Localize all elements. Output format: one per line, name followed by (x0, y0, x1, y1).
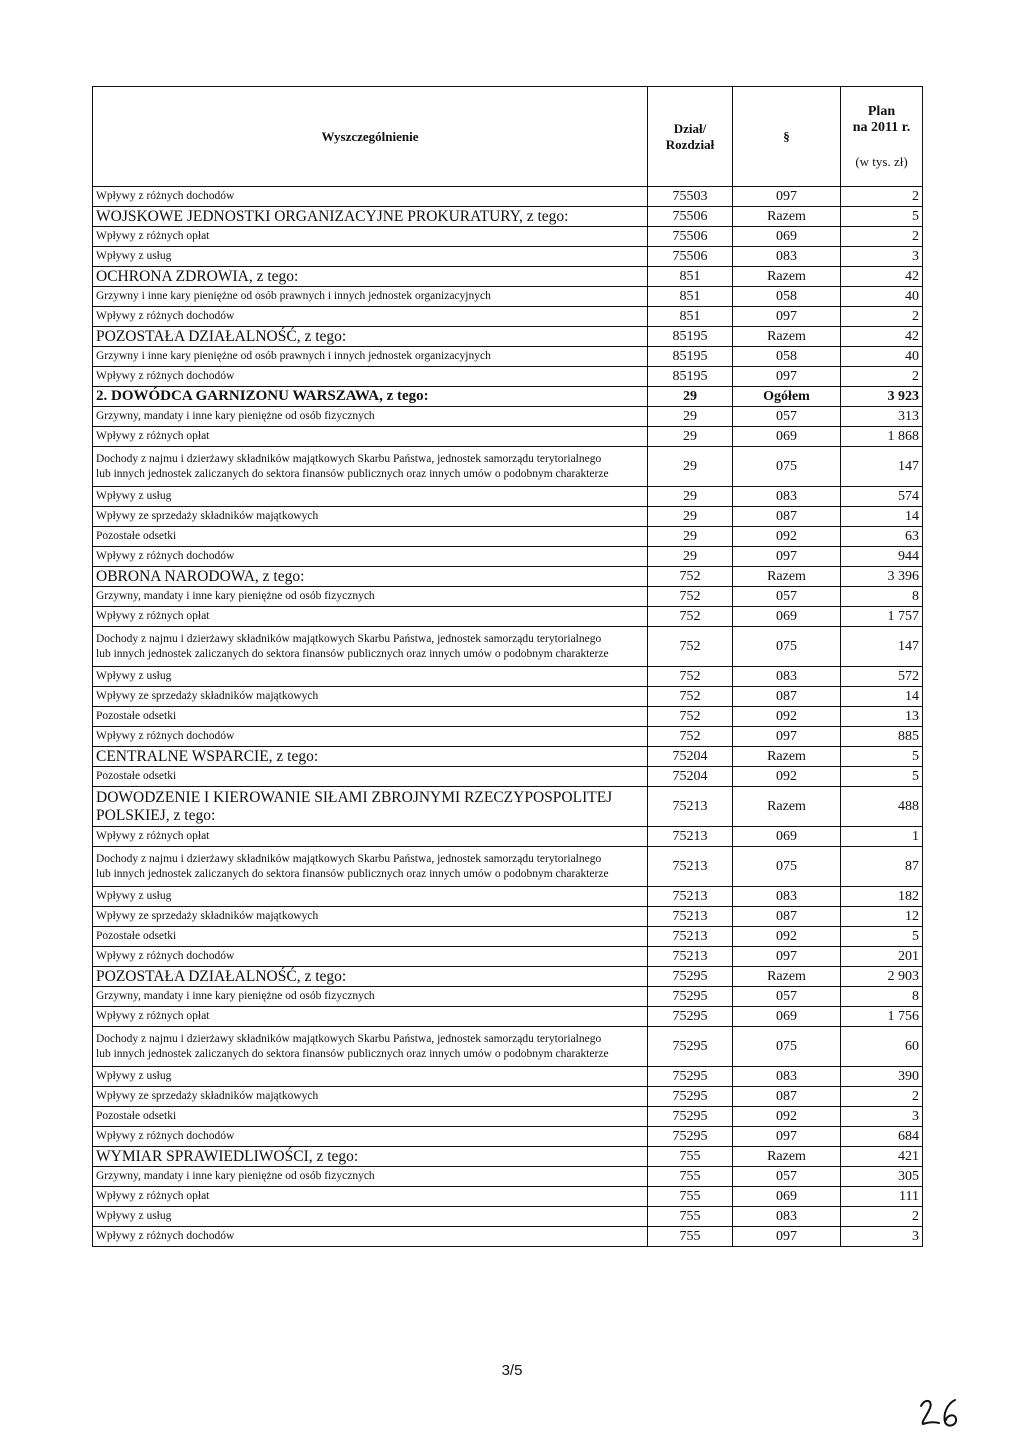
row-plan-value: 63 (841, 527, 923, 547)
table-row (93, 567, 923, 587)
row-description: Wpływy z różnych opłat (93, 1007, 648, 1027)
row-plan-value: 305 (841, 1167, 923, 1187)
table-row (93, 207, 923, 227)
table-row (93, 1007, 923, 1027)
row-division: 29 (648, 407, 733, 427)
table-row (93, 427, 923, 447)
row-paragraph: 069 (733, 827, 841, 847)
row-plan-value: 944 (841, 547, 923, 567)
row-plan-value: 5 (841, 927, 923, 947)
row-plan-value: 1 757 (841, 607, 923, 627)
row-paragraph: 092 (733, 1107, 841, 1127)
row-plan-value: 147 (841, 447, 923, 487)
row-division: 75295 (648, 1127, 733, 1147)
table-row (93, 1227, 923, 1247)
row-description: Dochody z najmu i dzierżawy składników majątkowych Skarbu Państwa, jednostek samorządu terytorialnego lub innych jednostek zaliczanych do sektora finansów publicznych oraz innych umów o podobnym charakterze (93, 1027, 648, 1067)
row-paragraph: Razem (733, 327, 841, 347)
table-row (93, 1147, 923, 1167)
row-description: CENTRALNE WSPARCIE, z tego: (93, 747, 648, 767)
row-plan-value: 2 903 (841, 967, 923, 987)
row-division: 29 (648, 507, 733, 527)
header-plan-unit: (w tys. zł) (855, 153, 908, 169)
row-plan-value: 111 (841, 1187, 923, 1207)
row-division: 755 (648, 1147, 733, 1167)
row-paragraph: 092 (733, 707, 841, 727)
row-paragraph: 083 (733, 887, 841, 907)
row-paragraph: 083 (733, 247, 841, 267)
row-plan-value: 40 (841, 347, 923, 367)
row-description: Dochody z najmu i dzierżawy składników majątkowych Skarbu Państwa, jednostek samorządu terytorialnego lub innych jednostek zaliczanych do sektora finansów publicznych oraz innych umów o podobnym charakterze (93, 627, 648, 667)
table-row (93, 527, 923, 547)
table-row (93, 547, 923, 567)
row-paragraph: 083 (733, 667, 841, 687)
row-description: Grzywny, mandaty i inne kary pieniężne od osób fizycznych (93, 987, 648, 1007)
table-row (93, 1027, 923, 1067)
table-row (93, 1207, 923, 1227)
table-row (93, 927, 923, 947)
row-plan-value: 1 756 (841, 1007, 923, 1027)
row-plan-value: 12 (841, 907, 923, 927)
row-plan-value: 42 (841, 327, 923, 347)
row-division: 75213 (648, 927, 733, 947)
row-paragraph: 069 (733, 227, 841, 247)
row-plan-value: 60 (841, 1027, 923, 1067)
row-paragraph: 097 (733, 1227, 841, 1247)
row-plan-value: 201 (841, 947, 923, 967)
row-paragraph: 092 (733, 767, 841, 787)
row-division: 75295 (648, 1007, 733, 1027)
row-paragraph: 069 (733, 607, 841, 627)
row-description: POZOSTAŁA DZIAŁALNOŚĆ, z tego: (93, 967, 648, 987)
row-plan-value: 390 (841, 1067, 923, 1087)
row-plan-value: 488 (841, 787, 923, 827)
row-plan-value: 182 (841, 887, 923, 907)
row-plan-value: 147 (841, 627, 923, 667)
table-row (93, 907, 923, 927)
row-division: 752 (648, 607, 733, 627)
row-division: 851 (648, 287, 733, 307)
row-description: Grzywny, mandaty i inne kary pieniężne od osób fizycznych (93, 587, 648, 607)
row-division: 75506 (648, 247, 733, 267)
row-paragraph: 058 (733, 347, 841, 367)
row-plan-value: 3 (841, 1227, 923, 1247)
row-plan-value: 13 (841, 707, 923, 727)
row-division: 755 (648, 1207, 733, 1227)
row-division: 75213 (648, 787, 733, 827)
row-description: OCHRONA ZDROWIA, z tego: (93, 267, 648, 287)
row-division: 75213 (648, 947, 733, 967)
row-description: Wpływy z usług (93, 1207, 648, 1227)
row-description: Pozostałe odsetki (93, 767, 648, 787)
header-plan-line1: Plan (867, 103, 896, 119)
row-plan-value: 3 396 (841, 567, 923, 587)
table-row (93, 747, 923, 767)
row-paragraph: 087 (733, 1087, 841, 1107)
row-description: Dochody z najmu i dzierżawy składników majątkowych Skarbu Państwa, jednostek samorządu terytorialnego lub innych jednostek zaliczanych do sektora finansów publicznych oraz innych umów o podobnym charakterze (93, 847, 648, 887)
table-row (93, 1107, 923, 1127)
row-description: Dochody z najmu i dzierżawy składników majątkowych Skarbu Państwa, jednostek samorządu terytorialnego lub innych jednostek zaliczanych do sektora finansów publicznych oraz innych umów o podobnym charakterze (93, 447, 648, 487)
row-description: Wpływy ze sprzedaży składników majątkowych (93, 907, 648, 927)
row-paragraph: Razem (733, 747, 841, 767)
row-plan-value: 2 (841, 1207, 923, 1227)
row-paragraph: Ogółem (733, 387, 841, 407)
row-paragraph: 087 (733, 687, 841, 707)
row-division: 75204 (648, 747, 733, 767)
row-paragraph: 097 (733, 547, 841, 567)
row-plan-value: 14 (841, 687, 923, 707)
row-plan-value: 3 923 (841, 387, 923, 407)
row-plan-value: 1 (841, 827, 923, 847)
table-row (93, 1187, 923, 1207)
page-number: 3/5 (501, 1362, 523, 1379)
row-division: 75506 (648, 207, 733, 227)
row-description: Grzywny, mandaty i inne kary pieniężne od osób fizycznych (93, 407, 648, 427)
row-plan-value: 2 (841, 227, 923, 247)
row-description: Wpływy z usług (93, 487, 648, 507)
row-paragraph: Razem (733, 1147, 841, 1167)
row-division: 75503 (648, 187, 733, 207)
table-row (93, 187, 923, 207)
row-description: Wpływy z różnych dochodów (93, 1227, 648, 1247)
row-division: 75213 (648, 827, 733, 847)
row-description: Wpływy ze sprzedaży składników majątkowych (93, 687, 648, 707)
row-description: Grzywny i inne kary pieniężne od osób prawnych i innych jednostek organizacyjnych (93, 287, 648, 307)
row-division: 755 (648, 1187, 733, 1207)
table-row (93, 227, 923, 247)
row-paragraph: 097 (733, 307, 841, 327)
table-row (93, 367, 923, 387)
row-plan-value: 574 (841, 487, 923, 507)
table-row (93, 607, 923, 627)
row-division: 752 (648, 627, 733, 667)
row-description: DOWODZENIE I KIEROWANIE SIŁAMI ZBROJNYMI RZECZYPOSPOLITEJ POLSKIEJ, z tego: (93, 787, 648, 827)
table-row (93, 787, 923, 827)
row-paragraph: 057 (733, 407, 841, 427)
table-row (93, 947, 923, 967)
table-row (93, 1067, 923, 1087)
row-paragraph: Razem (733, 787, 841, 827)
row-paragraph: 092 (733, 927, 841, 947)
row-division: 75506 (648, 227, 733, 247)
row-division: 75295 (648, 1027, 733, 1067)
row-plan-value: 2 (841, 367, 923, 387)
row-description: Wpływy z różnych dochodów (93, 727, 648, 747)
row-plan-value: 885 (841, 727, 923, 747)
row-paragraph: 075 (733, 847, 841, 887)
row-description: Wpływy ze sprzedaży składników majątkowych (93, 1087, 648, 1107)
row-description: Wpływy z różnych dochodów (93, 1127, 648, 1147)
row-plan-value: 40 (841, 287, 923, 307)
row-plan-value: 5 (841, 747, 923, 767)
row-plan-value: 2 (841, 187, 923, 207)
row-division: 85195 (648, 327, 733, 347)
row-description: Wpływy z różnych opłat (93, 227, 648, 247)
row-paragraph: 075 (733, 627, 841, 667)
row-description: Wpływy z różnych opłat (93, 827, 648, 847)
table-row (93, 627, 923, 667)
row-paragraph: 083 (733, 1207, 841, 1227)
row-description: Wpływy z różnych opłat (93, 427, 648, 447)
row-division: 752 (648, 687, 733, 707)
row-paragraph: 075 (733, 447, 841, 487)
row-paragraph: 087 (733, 907, 841, 927)
row-plan-value: 313 (841, 407, 923, 427)
row-plan-value: 2 (841, 307, 923, 327)
row-paragraph: Razem (733, 207, 841, 227)
row-description: Wpływy z usług (93, 1067, 648, 1087)
table-row (93, 847, 923, 887)
table-row (93, 687, 923, 707)
header-description: Wyszczególnienie (93, 87, 648, 187)
row-description: Grzywny i inne kary pieniężne od osób prawnych i innych jednostek organizacyjnych (93, 347, 648, 367)
row-description: Wpływy z różnych dochodów (93, 367, 648, 387)
row-description: Wpływy z usług (93, 887, 648, 907)
row-plan-value: 572 (841, 667, 923, 687)
row-paragraph: 092 (733, 527, 841, 547)
row-plan-value: 3 (841, 1107, 923, 1127)
row-division: 75295 (648, 987, 733, 1007)
table-row (93, 827, 923, 847)
table-body (93, 187, 923, 1247)
handwritten-note (915, 1392, 965, 1432)
row-plan-value: 5 (841, 207, 923, 227)
row-paragraph: 058 (733, 287, 841, 307)
row-division: 29 (648, 527, 733, 547)
row-description: Wpływy z różnych dochodów (93, 187, 648, 207)
row-plan-value: 8 (841, 587, 923, 607)
row-paragraph: 057 (733, 587, 841, 607)
table-row (93, 267, 923, 287)
row-paragraph: 069 (733, 427, 841, 447)
row-plan-value: 8 (841, 987, 923, 1007)
row-paragraph: 057 (733, 987, 841, 1007)
row-paragraph: 057 (733, 1167, 841, 1187)
row-paragraph: 097 (733, 947, 841, 967)
row-description: Wpływy ze sprzedaży składników majątkowych (93, 507, 648, 527)
row-description: Wpływy z usług (93, 667, 648, 687)
table-row (93, 507, 923, 527)
row-division: 752 (648, 707, 733, 727)
row-description: Grzywny, mandaty i inne kary pieniężne od osób fizycznych (93, 1167, 648, 1187)
row-description: Pozostałe odsetki (93, 707, 648, 727)
row-description: 2. DOWÓDCA GARNIZONU WARSZAWA, z tego: (93, 387, 648, 407)
row-plan-value: 42 (841, 267, 923, 287)
row-division: 29 (648, 387, 733, 407)
table-row (93, 967, 923, 987)
table-row (93, 1127, 923, 1147)
row-plan-value: 3 (841, 247, 923, 267)
row-division: 85195 (648, 367, 733, 387)
row-division: 29 (648, 447, 733, 487)
header-plan-line2: na 2011 r. (852, 119, 911, 135)
row-paragraph: 083 (733, 1067, 841, 1087)
row-description: Wpływy z różnych opłat (93, 607, 648, 627)
table-row (93, 327, 923, 347)
row-paragraph: 069 (733, 1007, 841, 1027)
row-description: Pozostałe odsetki (93, 1107, 648, 1127)
row-paragraph: 097 (733, 1127, 841, 1147)
row-description: Pozostałe odsetki (93, 527, 648, 547)
row-plan-value: 14 (841, 507, 923, 527)
table-row (93, 287, 923, 307)
row-paragraph: Razem (733, 967, 841, 987)
row-paragraph: Razem (733, 267, 841, 287)
row-division: 752 (648, 727, 733, 747)
row-description: Wpływy z różnych opłat (93, 1187, 648, 1207)
table-header-row (93, 87, 923, 187)
header-paragraph: § (733, 87, 841, 187)
table-row (93, 307, 923, 327)
row-paragraph: 097 (733, 367, 841, 387)
table-row (93, 407, 923, 427)
budget-table (92, 86, 923, 1247)
row-description: WYMIAR SPRAWIEDLIWOŚCI, z tego: (93, 1147, 648, 1167)
row-division: 75295 (648, 1067, 733, 1087)
row-division: 851 (648, 307, 733, 327)
header-plan (841, 87, 923, 187)
row-description: OBRONA NARODOWA, z tego: (93, 567, 648, 587)
row-plan-value: 684 (841, 1127, 923, 1147)
table-row (93, 1167, 923, 1187)
row-division: 752 (648, 567, 733, 587)
row-description: Wpływy z usług (93, 247, 648, 267)
table-row (93, 707, 923, 727)
table-row (93, 887, 923, 907)
table-row (93, 987, 923, 1007)
row-plan-value: 421 (841, 1147, 923, 1167)
table-row (93, 727, 923, 747)
row-division: 75295 (648, 1107, 733, 1127)
row-division: 29 (648, 427, 733, 447)
table-row (93, 347, 923, 367)
table-row (93, 447, 923, 487)
row-paragraph: 097 (733, 727, 841, 747)
row-paragraph: 097 (733, 187, 841, 207)
row-division: 75204 (648, 767, 733, 787)
row-division: 75213 (648, 907, 733, 927)
header-division: Dział/ Rozdział (648, 87, 733, 187)
row-division: 75295 (648, 1087, 733, 1107)
row-paragraph: 087 (733, 507, 841, 527)
row-division: 29 (648, 487, 733, 507)
row-description: Wpływy z różnych dochodów (93, 947, 648, 967)
table-row (93, 587, 923, 607)
row-description: Wpływy z różnych dochodów (93, 547, 648, 567)
row-plan-value: 5 (841, 767, 923, 787)
row-description: Pozostałe odsetki (93, 927, 648, 947)
row-plan-value: 1 868 (841, 427, 923, 447)
row-paragraph: Razem (733, 567, 841, 587)
row-division: 755 (648, 1167, 733, 1187)
row-plan-value: 2 (841, 1087, 923, 1107)
row-division: 29 (648, 547, 733, 567)
row-paragraph: 075 (733, 1027, 841, 1067)
row-division: 85195 (648, 347, 733, 367)
table-row (93, 247, 923, 267)
row-division: 752 (648, 587, 733, 607)
row-description: POZOSTAŁA DZIAŁALNOŚĆ, z tego: (93, 327, 648, 347)
row-paragraph: 083 (733, 487, 841, 507)
row-paragraph: 069 (733, 1187, 841, 1207)
table-row (93, 667, 923, 687)
table-row (93, 767, 923, 787)
table-row (93, 1087, 923, 1107)
row-division: 755 (648, 1227, 733, 1247)
row-division: 75295 (648, 967, 733, 987)
row-division: 75213 (648, 847, 733, 887)
row-division: 75213 (648, 887, 733, 907)
row-description: WOJSKOWE JEDNOSTKI ORGANIZACYJNE PROKURATURY, z tego: (93, 207, 648, 227)
table-row (93, 387, 923, 407)
row-description: Wpływy z różnych dochodów (93, 307, 648, 327)
row-plan-value: 87 (841, 847, 923, 887)
row-division: 851 (648, 267, 733, 287)
row-division: 752 (648, 667, 733, 687)
table-row (93, 487, 923, 507)
